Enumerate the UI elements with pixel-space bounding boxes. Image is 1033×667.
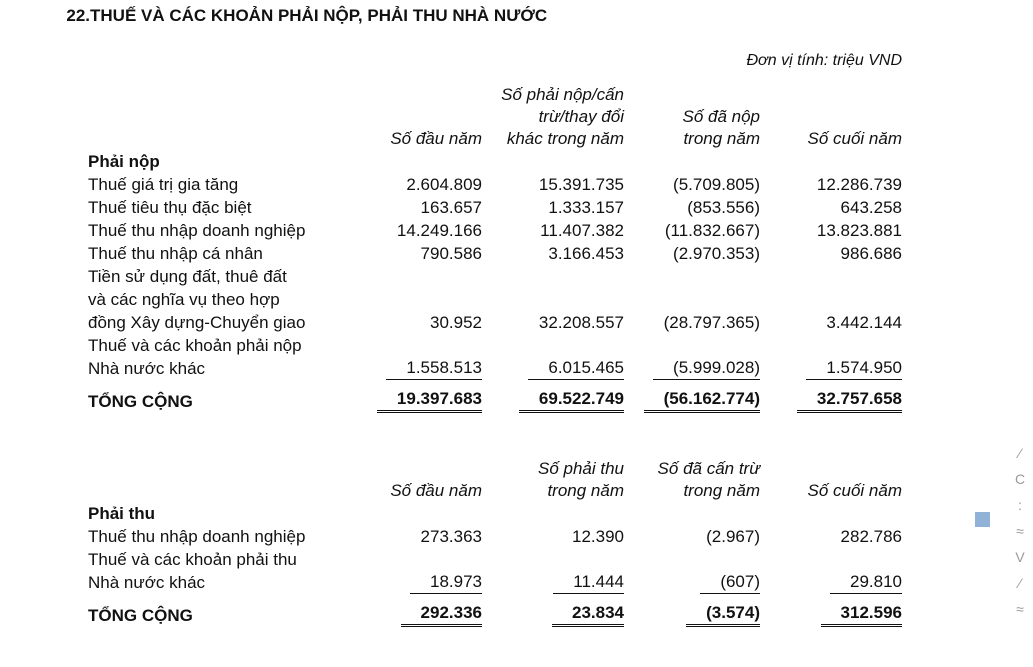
margin-stamp-marks: ⁄ C : ≈ V ⁄ ≈ (1014, 445, 1026, 617)
cell-closing: 986.686 (840, 244, 902, 263)
table-row (88, 548, 902, 594)
total-receivable: 23.834 (552, 601, 624, 627)
total-label: TỔNG CỘNG (88, 392, 193, 411)
cell-paid: (5.999.028) (653, 356, 760, 380)
cell-closing: 3.442.144 (826, 313, 902, 332)
section-title: THUẾ VÀ CÁC KHOẢN PHẢI NỘP, PHẢI THU NHÀ NƯỚC (90, 6, 548, 25)
cell-opening: 1.558.513 (386, 356, 482, 380)
total-paid: (56.162.774) (644, 387, 760, 413)
receivables-table (88, 458, 902, 627)
table-row (88, 196, 902, 219)
table-row (88, 242, 902, 265)
cell-paid: (28.797.365) (663, 313, 760, 332)
cell-offset: (607) (700, 570, 760, 594)
cell-payable: 1.333.157 (548, 198, 624, 217)
cell-closing: 29.810 (830, 570, 902, 594)
section-number: 22. (66, 6, 90, 25)
payables-header-row (88, 84, 902, 150)
cell-payable: 6.015.465 (528, 356, 624, 380)
col-header-opening: Số đầu năm (390, 129, 482, 148)
cell-opening: 163.657 (420, 198, 482, 217)
blue-square-mark (975, 512, 990, 527)
cell-closing: 12.286.739 (816, 175, 902, 194)
cell-opening: 790.586 (420, 244, 482, 263)
cell-payable: 32.208.557 (538, 313, 624, 332)
cell-closing: 282.786 (840, 527, 902, 546)
cell-receivable: 12.390 (572, 527, 624, 546)
cell-receivable: 11.444 (553, 570, 624, 594)
total-closing: 312.596 (821, 601, 902, 627)
cell-opening: 2.604.809 (406, 175, 482, 194)
total-opening: 292.336 (401, 601, 482, 627)
cell-closing: 13.823.881 (816, 221, 902, 240)
cell-payable: 11.407.382 (540, 221, 624, 240)
col-header-closing: Số cuối năm (807, 481, 902, 500)
row-label: Thuế thu nhập cá nhân (88, 244, 263, 263)
receivables-header-row (88, 458, 902, 502)
total-row (88, 380, 902, 413)
cell-closing: 643.258 (840, 198, 902, 217)
cell-payable: 15.391.735 (538, 175, 624, 194)
cell-paid: (11.832.667) (664, 221, 760, 240)
table-row (88, 525, 902, 548)
cell-paid: (5.709.805) (673, 175, 760, 194)
total-opening: 19.397.683 (377, 387, 482, 413)
row-label: Tiền sử dụng đất, thuê đất và các nghĩa vụ theo hợp đồng Xây dựng-Chuyển giao (88, 267, 306, 332)
cell-opening: 18.973 (410, 570, 482, 594)
row-label: Thuế giá trị gia tăng (88, 175, 239, 194)
cell-offset: (2.967) (706, 527, 760, 546)
table-row (88, 219, 902, 242)
cell-opening: 30.952 (430, 313, 482, 332)
payables-table (88, 84, 902, 413)
table-row (88, 173, 902, 196)
row-label: Thuế thu nhập doanh nghiệp (88, 221, 306, 240)
col-header-receivable-during-year: Số phải thu trong năm (537, 459, 624, 500)
row-label: Thuế và các khoản phải thu Nhà nước khác (88, 550, 297, 592)
col-header-offset-during-year: Số đã cấn trừ trong năm (657, 459, 760, 500)
cell-opening: 273.363 (420, 527, 482, 546)
row-label: Thuế và các khoản phải nộp Nhà nước khác (88, 336, 302, 378)
section-heading (22, 6, 547, 26)
col-header-closing: Số cuối năm (807, 129, 902, 148)
col-header-paid-during-year: Số đã nộp trong năm (682, 107, 760, 148)
cell-paid: (2.970.353) (673, 244, 760, 263)
row-label: Thuế tiêu thụ đặc biệt (88, 198, 252, 217)
cell-paid: (853.556) (687, 198, 760, 217)
col-header-opening: Số đầu năm (390, 481, 482, 500)
table-row (88, 265, 902, 334)
table-row (88, 334, 902, 380)
section-label-payables: Phải nộp (88, 152, 160, 171)
unit-label: Đơn vị tính: triệu VND (746, 52, 902, 69)
cell-payable: 3.166.453 (548, 244, 624, 263)
cell-closing: 1.574.950 (806, 356, 902, 380)
total-closing: 32.757.658 (797, 387, 902, 413)
total-label: TỔNG CỘNG (88, 606, 193, 625)
cell-opening: 14.249.166 (396, 221, 482, 240)
total-payable: 69.522.749 (519, 387, 624, 413)
total-row (88, 594, 902, 627)
row-label: Thuế thu nhập doanh nghiệp (88, 527, 306, 546)
col-header-payable-during-year: Số phải nộp/cấn trừ/thay đổi khác trong năm (501, 85, 624, 148)
total-offset: (3.574) (686, 601, 760, 627)
section-label-receivables: Phải thu (88, 504, 156, 523)
